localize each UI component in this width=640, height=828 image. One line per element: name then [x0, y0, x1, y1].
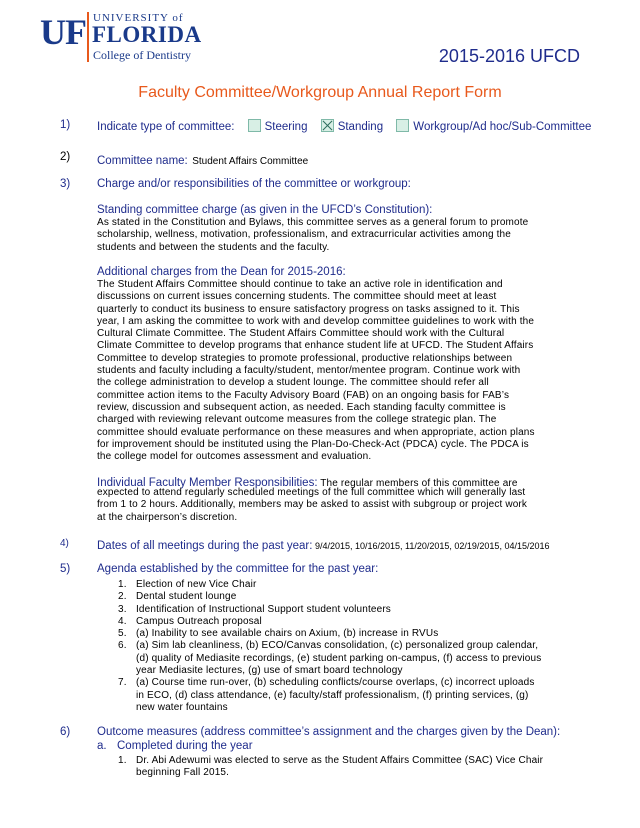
text-line: The Student Affairs Committee should continue to take an active role in identification and	[97, 279, 503, 290]
q2-number: 2)	[60, 151, 71, 163]
q6-number: 6)	[60, 726, 71, 738]
text-line: discussions on current issues concerning students. The committee should meet at least	[97, 291, 497, 303]
workgroup-checkbox[interactable]	[396, 119, 409, 132]
logo-college-text: College of Dentistry	[93, 48, 191, 62]
list-item: 6. (a) Sim lab cleanliness, (b) ECO/Canvas consolidation, (c) personalized group calendar, (d) quality of Mediasite recordings, (e) student parking on-campus, (f) access to previous year Mediasite lectures, (g) use of smart board technology	[118, 640, 542, 677]
q4-number: 4)	[60, 538, 69, 549]
standing-charge-heading: Standing committee charge (as given in the UFCD’s Constitution):	[97, 204, 433, 216]
list-item: 2. Dental student lounge	[118, 591, 237, 603]
q4-row	[97, 536, 549, 554]
q1-label: Indicate type of committee:	[97, 121, 235, 133]
dean-charges-text	[97, 279, 535, 463]
q3-label: Charge and/or responsibilities of the committee or workgroup:	[97, 178, 411, 190]
list-item: 4. Campus Outreach proposal	[118, 615, 262, 627]
text-line: As stated in the Constitution and Bylaws, this committee serves as a general forum to promote	[97, 217, 529, 228]
q6-sub-a-letter: a.	[97, 740, 107, 752]
text-line: The regular members of this committee are	[317, 478, 518, 489]
q4-label: Dates of all meetings during the past year:	[97, 540, 313, 552]
committee-name-value: Student Affairs Committee	[192, 156, 309, 167]
logo-divider	[87, 12, 89, 62]
year-title: 2015-2016 UFCD	[438, 46, 580, 66]
text-line: students and between the students and the faculty.	[97, 241, 330, 253]
logo-florida-text: FLORIDA	[92, 22, 202, 47]
form-title: Faculty Committee/Workgroup Annual Report Form	[138, 84, 502, 101]
text-line: year, I am asking the committee to work with and develop committee guidelines to work with the	[97, 315, 535, 327]
q2-row	[97, 151, 308, 169]
text-line: from 1 to 2 hours. Additionally, members may be asked to assist with subgroup or project work	[97, 499, 528, 511]
list-item: 1. Dr. Abi Adewumi was elected to serve as the Student Affairs Committee (SAC) Vice Chair beginning Fall 2015.	[118, 755, 544, 779]
text-line: at the chairperson’s discretion.	[97, 511, 238, 523]
q5-number: 5)	[60, 563, 71, 575]
text-line: expected to attend regularly scheduled meetings of the full committee which will generally last	[97, 487, 526, 498]
q6-label: Outcome measures (address committee’s assignment and the charges given by the Dean):	[97, 726, 561, 738]
standing-charge-text	[97, 217, 528, 254]
text-line: the college model for outcomes assessment and evaluation.	[97, 451, 372, 463]
text-line: for improvement should be instituted using the Plan-Do-Check-Act (PDCA) cycle. The PDCA is	[97, 438, 529, 450]
q3-number: 3)	[60, 178, 71, 190]
text-line: the college administration to develop a student lounge. The committee should refer all	[97, 377, 489, 389]
standing-option-label: Standing	[337, 121, 384, 133]
text-line: charged with reviewing relevant outcome measures from the college strategic plan. The	[97, 414, 497, 426]
workgroup-option-label: Workgroup/Ad hoc/Sub-Committee	[413, 121, 592, 133]
dean-charges-heading: Additional charges from the Dean for 2015-2016:	[97, 266, 346, 278]
q1-row	[97, 119, 591, 133]
text-line: committee should evaluate performance on these measures and when appropriate, action plans	[97, 426, 535, 438]
meeting-dates-value: 9/4/2015, 10/16/2015, 11/20/2015, 02/19/2015, 04/15/2016	[312, 541, 550, 551]
text-line: review, discussion and subsequent action, as needed. Each standing faculty committee is	[97, 401, 506, 413]
text-line: committee action items to the Faculty Advisory Board (FAB) on an ongoing basis for FAB’s	[97, 389, 510, 401]
text-line: students and faculty including a faculty/student, mentor/mentee program. Continue work with	[97, 365, 521, 377]
text-line: Cultural Climate Committee. The Student Affairs Committee should work with the Cultural	[97, 328, 505, 340]
q5-label: Agenda established by the committee for the past year:	[97, 563, 379, 575]
text-line: scholarship, wellness, motivation, professionalism, and extracurricular activities among the	[97, 229, 511, 241]
logo-university-text: UNIVERSITY of	[93, 12, 184, 24]
text-line: Committee to develop strategies to promote professional, productive relationships between	[97, 352, 513, 364]
steering-checkbox[interactable]	[248, 119, 261, 132]
list-item: 7. (a) Course time run-over, (b) scheduling conflicts/course overlaps, (c) incorrect uploads in ECO, (d) class attendance, (e) faculty/staff professionalism, (f) printing services, (g) new water fountains	[118, 677, 535, 713]
individual-responsibilities-text	[97, 487, 527, 524]
q1-number: 1)	[60, 119, 71, 131]
list-item: 3. Identification of Instructional Support student volunteers	[118, 603, 391, 615]
individual-responsibilities-heading: Individual Faculty Member Responsibilities:	[97, 477, 318, 489]
q6-sub-a-label: Completed during the year	[117, 740, 253, 752]
completed-list	[118, 755, 543, 780]
agenda-list	[118, 579, 541, 714]
uf-logo-mark: UF	[40, 12, 86, 52]
q2-label: Committee name:	[97, 155, 188, 167]
standing-checkbox[interactable]	[321, 119, 334, 132]
list-item: 1. Election of new Vice Chair	[118, 579, 257, 590]
list-item: 5. (a) Inability to see available chairs on Axium, (b) increase in RVUs	[118, 628, 439, 640]
text-line: quarterly to conduct its business to ensure satisfactory progress on tasks assigned to it. This	[97, 303, 520, 315]
text-line: Climate Committee to develop programs that enhance student life at UFCD. The Student Affairs	[97, 340, 534, 352]
steering-option-label: Steering	[264, 121, 308, 133]
